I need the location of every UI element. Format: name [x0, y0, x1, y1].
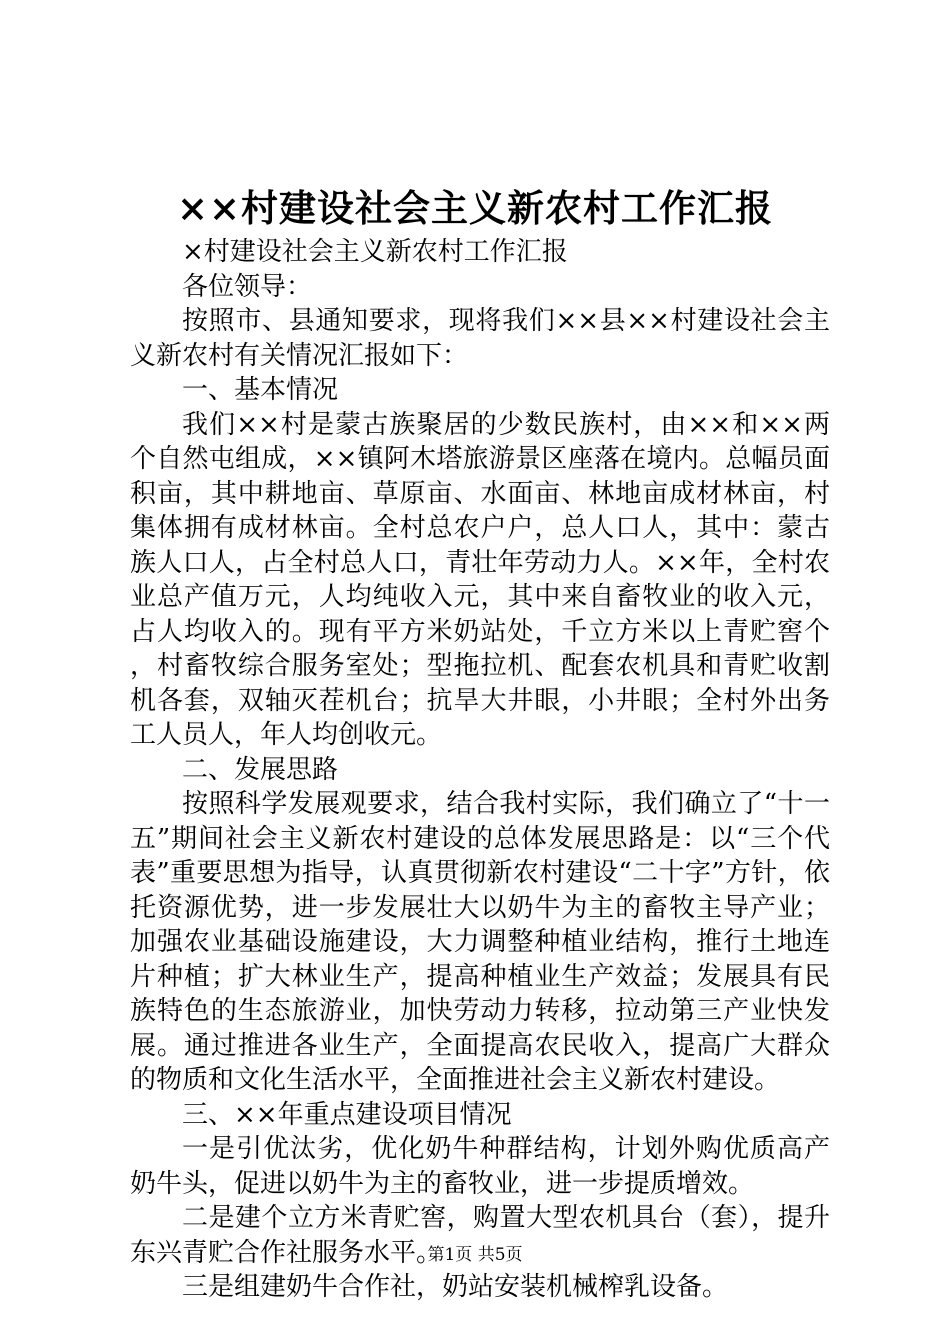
section-heading-development-ideas: 二、发展思路	[182, 754, 339, 785]
section-heading-basic-situation: 一、基本情况	[182, 375, 339, 405]
document-body	[130, 235, 830, 1305]
key-project-item-1: 一是引优汰劣，优化奶牛种群结构，计划外购优质高产奶牛头，促进以奶牛为主的畜牧业，进一步提质增效。	[130, 1134, 830, 1199]
intro-paragraph: 按照市、县通知要求，现将我们××县××村建设社会主义新农村有关情况汇报如下：	[130, 306, 830, 371]
document-title: ××村建设社会主义新农村工作汇报	[176, 186, 773, 230]
key-project-item-2: 二是建个立方米青贮窖，购置大型农机具台（套），提升东兴青贮合作社服务水平。	[130, 1203, 830, 1268]
key-project-item-3: 三是组建奶牛合作社，奶站安装机械榨乳设备。	[182, 1272, 729, 1302]
basic-situation-paragraph: 我们××村是蒙古族聚居的少数民族村，由××和××两个自然屯组成，××镇阿木塔旅游景区座落在境内。总幅员面积亩，其中耕地亩、草原亩、水面亩、林地亩成材林亩，村集体拥有成材林亩。全村总农户户，总人口人，其中：蒙古族人口人，占全村总人口，青壮年劳动力人。××年，全村农业总产值万元，人均纯收入元，其中来自畜牧业的收入元，占人均收入的。现有平方米奶站处，千立方米以上青贮窖个，村畜牧综合服务室处；型拖拉机、配套农机具和青贮收割机各套，双轴灭茬机台；抗旱大井眼，小井眼；全村外出务工人员人，年人均创收元。	[130, 409, 830, 750]
development-ideas-paragraph: 按照科学发展观要求，结合我村实际，我们确立了“十一五”期间社会主义新农村建设的总体发展思路是：以“三个代表”重要思想为指导，认真贯彻新农村建设“二十字”方针，依托资源优势，进一步发展壮大以奶牛为主的畜牧主导产业；加强农业基础设施建设，大力调整种植业结构，推行土地连片种植；扩大林业生产，提高种植业生产效益；发展具有民族特色的生态旅游业，加快劳动力转移，拉动第三产业快发展。通过推进各业生产，全面提高农民收入，提高广大群众的物质和文化生活水平，全面推进社会主义新农村建设。	[130, 789, 830, 1095]
page-footer: 第1页 共5页	[427, 1245, 523, 1265]
section-heading-key-projects: 三、××年重点建设项目情况	[182, 1099, 512, 1130]
salutation-paragraph: 各位领导：	[182, 271, 313, 302]
subtitle-paragraph: ×村建设社会主义新农村工作汇报	[182, 237, 568, 267]
